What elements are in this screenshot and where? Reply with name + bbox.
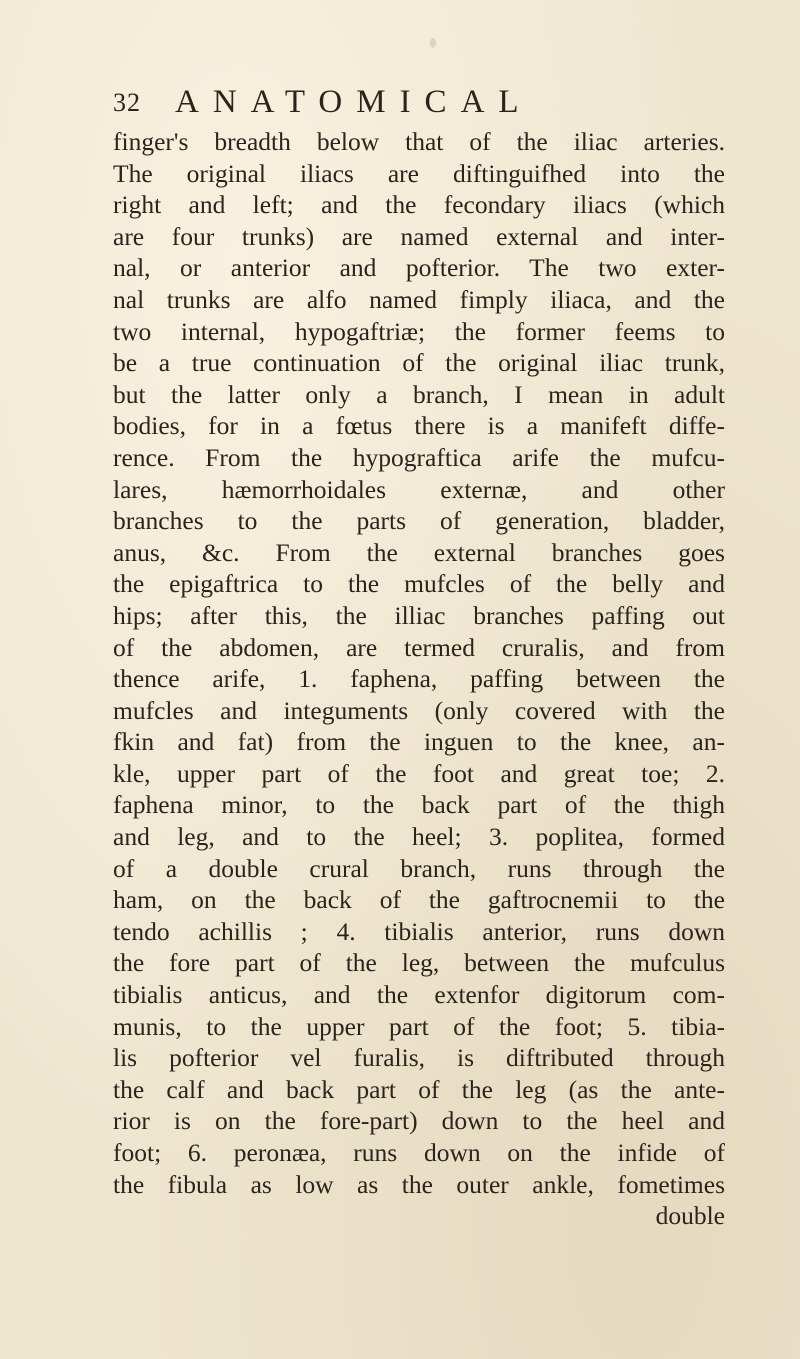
text-line: of a double crural branch, runs through the — [113, 853, 725, 883]
page-number: 32 — [113, 88, 141, 117]
text-line: rior is on the fore-part) down to the heel and — [113, 1106, 725, 1136]
text-line: kle, upper part of the foot and great toe; 2. — [113, 758, 725, 788]
text-line: nal, or anterior and pofterior. The two exter- — [113, 253, 725, 283]
text-line: thence arife, 1. faphena, paffing between the — [113, 664, 725, 694]
text-line: of the abdomen, are termed cruralis, and from — [113, 632, 725, 662]
text-line: faphena minor, to the back part of the thigh — [113, 790, 725, 820]
text-line: mufcles and integuments (only covered with the — [113, 695, 725, 725]
text-line: two internal, hypogaftriæ; the former feems to — [113, 316, 725, 346]
page-header — [113, 84, 733, 124]
text-line: the fore part of the leg, between the mufculus — [113, 948, 725, 978]
text-line: fkin and fat) from the inguen to the knee, an- — [113, 727, 725, 757]
text-line: the calf and back part of the leg (as the ante- — [113, 1074, 725, 1104]
text-line: munis, to the upper part of the foot; 5. tibia- — [113, 1011, 725, 1041]
text-line: the epigaftrica to the mufcles of the belly and — [113, 569, 725, 599]
text-line: nal trunks are alfo named fimply iliaca, and the — [113, 284, 725, 314]
text-line: tibialis anticus, and the extenfor digitorum com- — [113, 980, 725, 1010]
body-text — [113, 126, 725, 1232]
text-line: lares, hæmorrhoidales externæ, and other — [113, 474, 725, 504]
text-line: finger's breadth below that of the iliac arteries. — [113, 127, 725, 156]
text-line: The original iliacs are diftinguifhed into the — [113, 158, 725, 188]
text-line: ham, on the back of the gaftrocnemii to the — [113, 885, 725, 915]
ink-spot — [430, 38, 436, 48]
text-line: foot; 6. peronæa, runs down on the infide of — [113, 1138, 725, 1167]
catchword: double — [655, 1201, 725, 1231]
text-line: be a true continuation of the original iliac trunk, — [113, 348, 725, 378]
text-line: but the latter only a branch, I mean in adult — [113, 379, 725, 409]
text-line: rence. From the hypograftica arife the mufcu- — [113, 442, 725, 472]
text-line: tendo achillis ; 4. tibialis anterior, runs down — [113, 916, 725, 946]
text-line: lis pofterior vel furalis, is diftributed through — [113, 1043, 725, 1073]
text-line: anus, &c. From the external branches goes — [113, 537, 725, 567]
running-head: ANATOMICAL — [175, 84, 533, 120]
text-line: the fibula as low as the outer ankle, fometimes — [113, 1169, 725, 1199]
text-line: hips; after this, the illiac branches paffing out — [113, 600, 725, 630]
text-line: are four trunks) are named external and inter- — [113, 221, 725, 251]
text-line: branches to the parts of generation, bladder, — [113, 506, 725, 536]
text-line: bodies, for in a fœtus there is a manifeft diffe- — [113, 411, 725, 441]
text-line: and leg, and to the heel; 3. poplitea, formed — [113, 822, 725, 852]
text-line: right and left; and the fecondary iliacs (which — [113, 190, 725, 220]
